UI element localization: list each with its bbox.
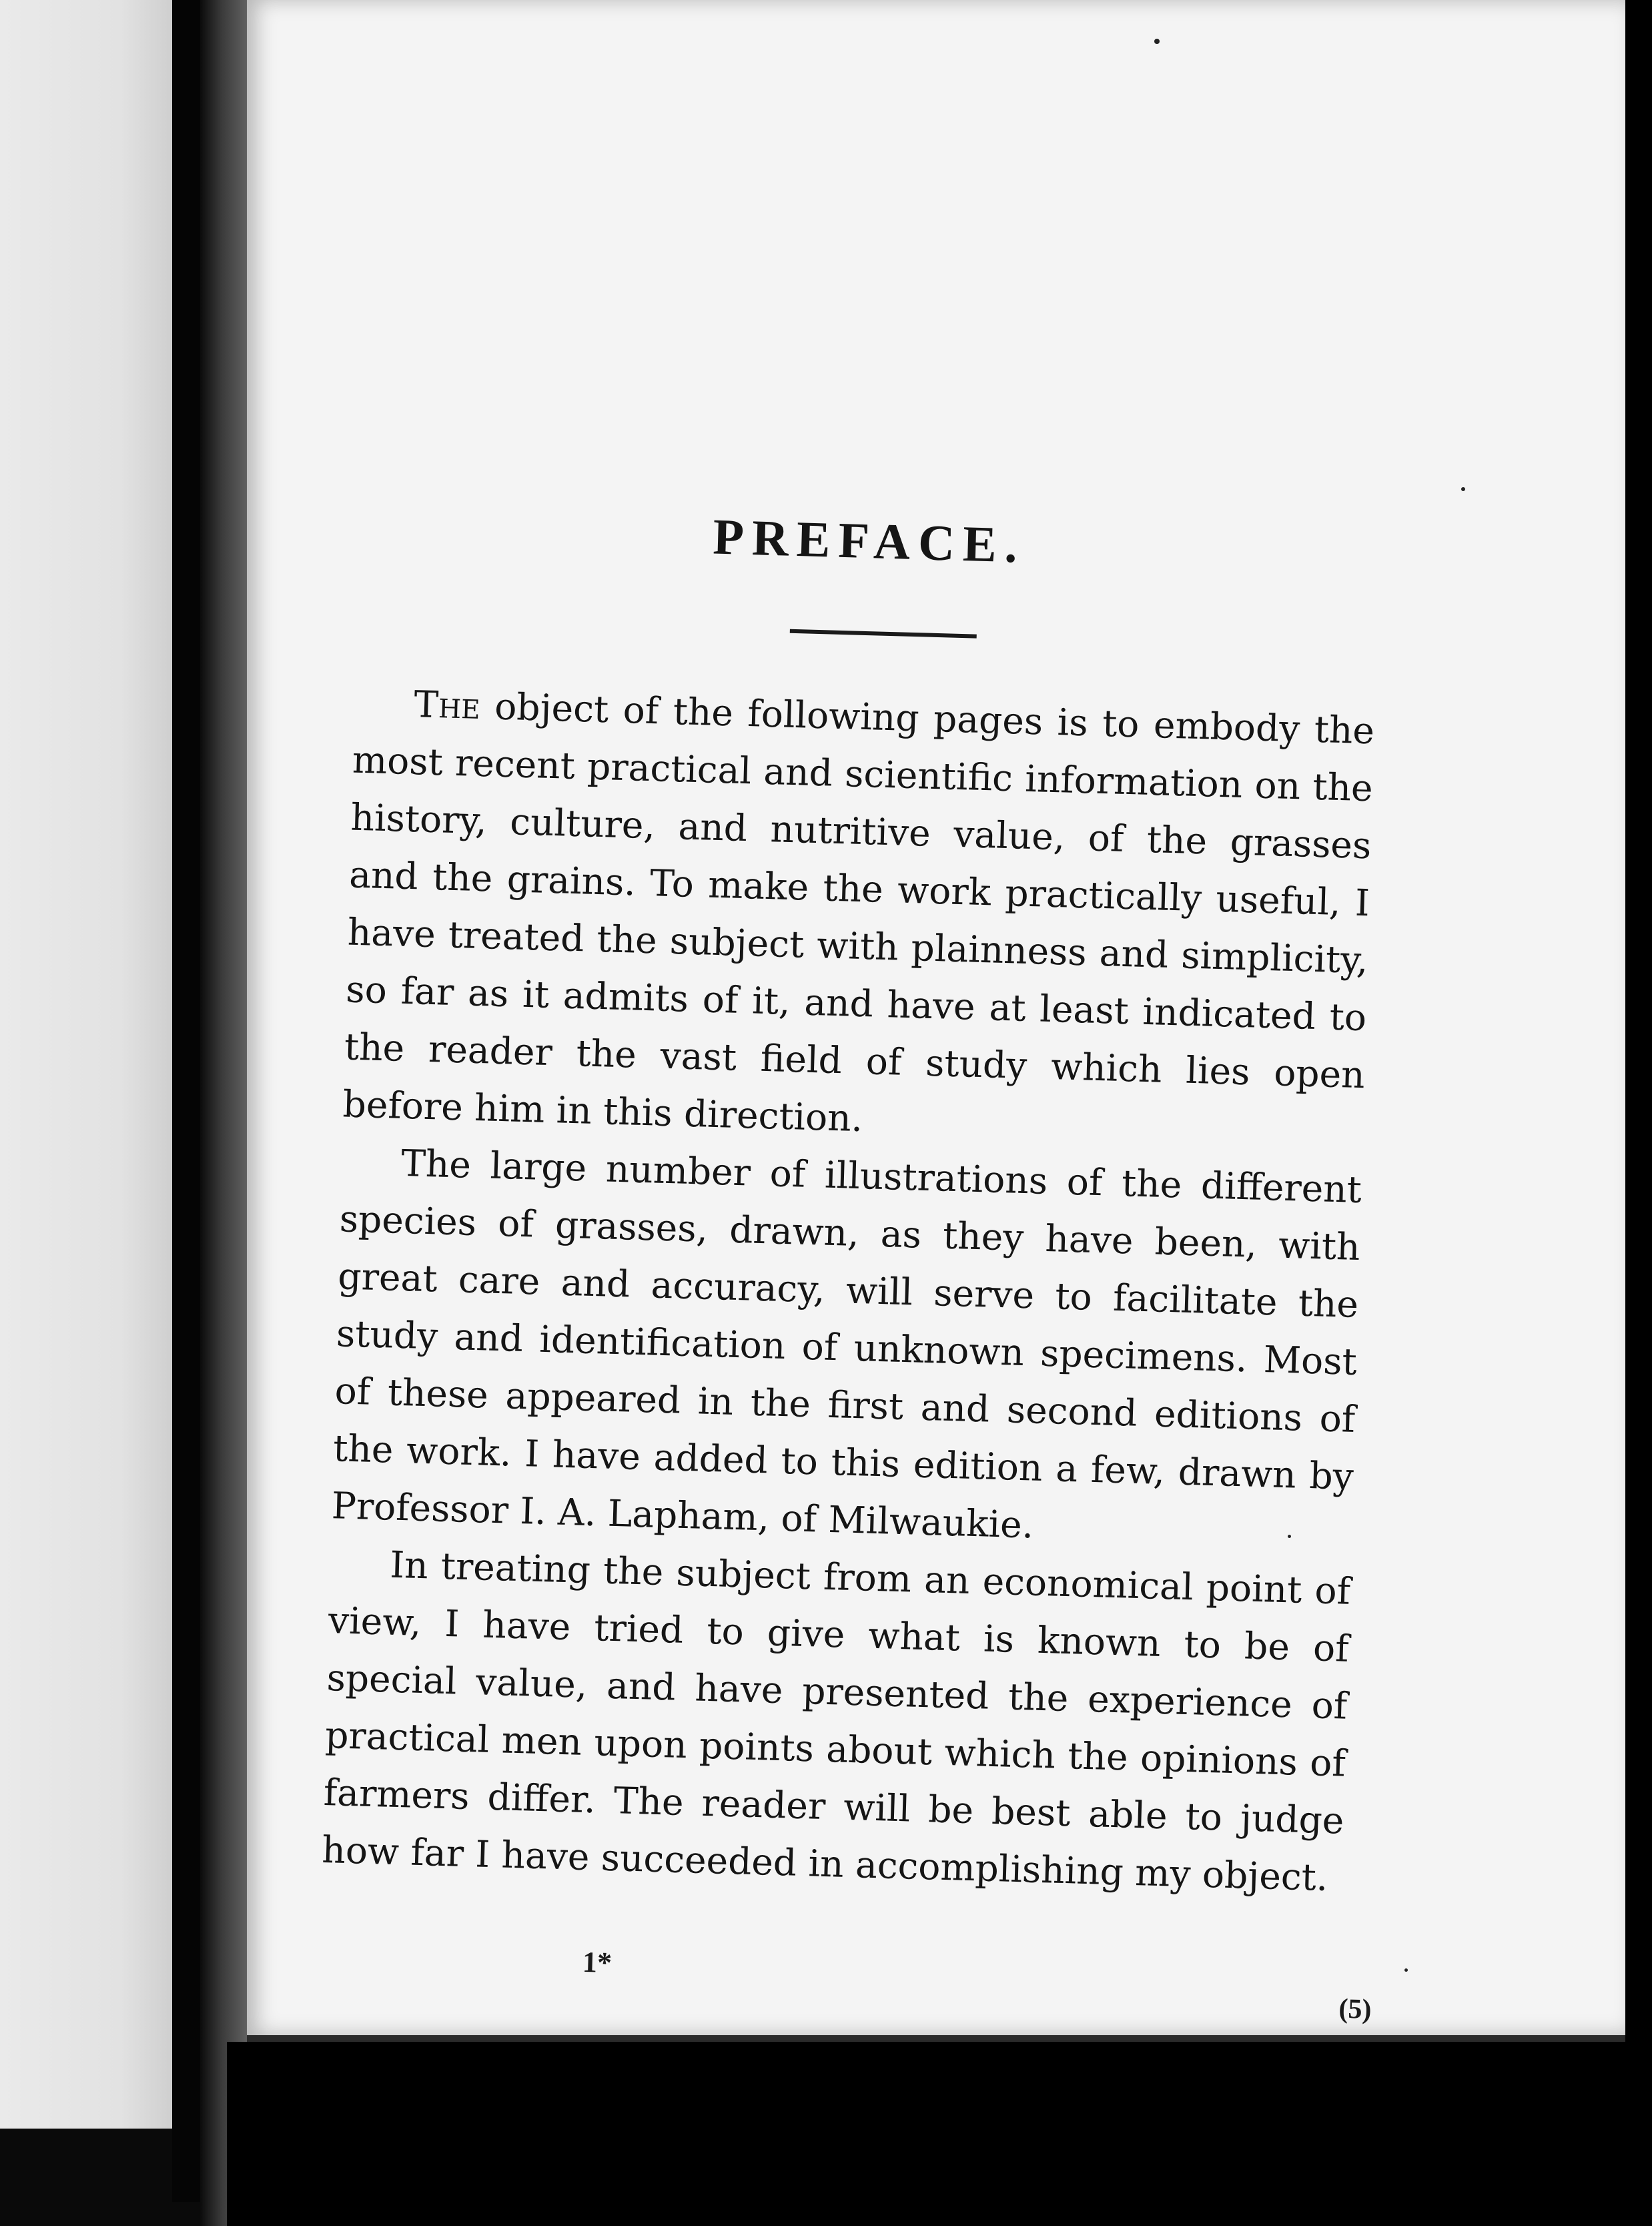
paragraph-3: [321, 1534, 1351, 1907]
dust-speck: [1154, 39, 1160, 44]
title-rule: [790, 629, 977, 639]
page-text-block: [321, 0, 1394, 2025]
paragraph-1: [342, 674, 1376, 1161]
paragraph-2-text: The large number of illustrations of the different species of grasses, drawn, as they have been, with great care and accuracy, will serve to facilitate the study and identification of unknown specimens. Most of these appeared in the first and second editions of the work. I have added to this edition a few, drawn by Professor I. A. Lapham, of Milwaukie.: [331, 1141, 1362, 1547]
left-page-margin: [0, 0, 172, 2129]
preface-body: [321, 674, 1375, 1907]
page-title: PREFACE.: [712, 508, 1026, 574]
scan-bottom-edge: [227, 2042, 1652, 2226]
left-page-edge: [172, 0, 200, 2202]
paragraph-1-text: object of the following pages is to embody the most recent practical and scientific information on the history, culture, and nutritive value, of the grasses and the grains. To make the work practically useful, I have treated the subject with plainness and simplicity, so far as it admits of it, and have at least indicated to the reader the vast field of study which lies open before him in this direction.: [342, 684, 1375, 1140]
paragraph-1-lead-word: The: [413, 683, 481, 727]
paragraph-3-text: In treating the subject from an economical point of view, I have tried to give what is known to be of special value, and have presented the experience of practical men upon points about which the opinions of farmers differ. The reader will be best able to judge how far I have succeeded in accomplishing my object.: [321, 1543, 1351, 1900]
dust-speck: [1288, 1535, 1291, 1538]
dust-speck: [1461, 487, 1465, 491]
paragraph-2: [331, 1132, 1362, 1562]
page-number: (5): [1338, 1993, 1372, 2025]
dust-speck: [1404, 1968, 1408, 1972]
signature-mark: 1*: [582, 1945, 612, 1980]
scan-right-edge: [1625, 0, 1652, 2226]
right-page: [247, 0, 1625, 2042]
book-gutter: [200, 0, 254, 2226]
